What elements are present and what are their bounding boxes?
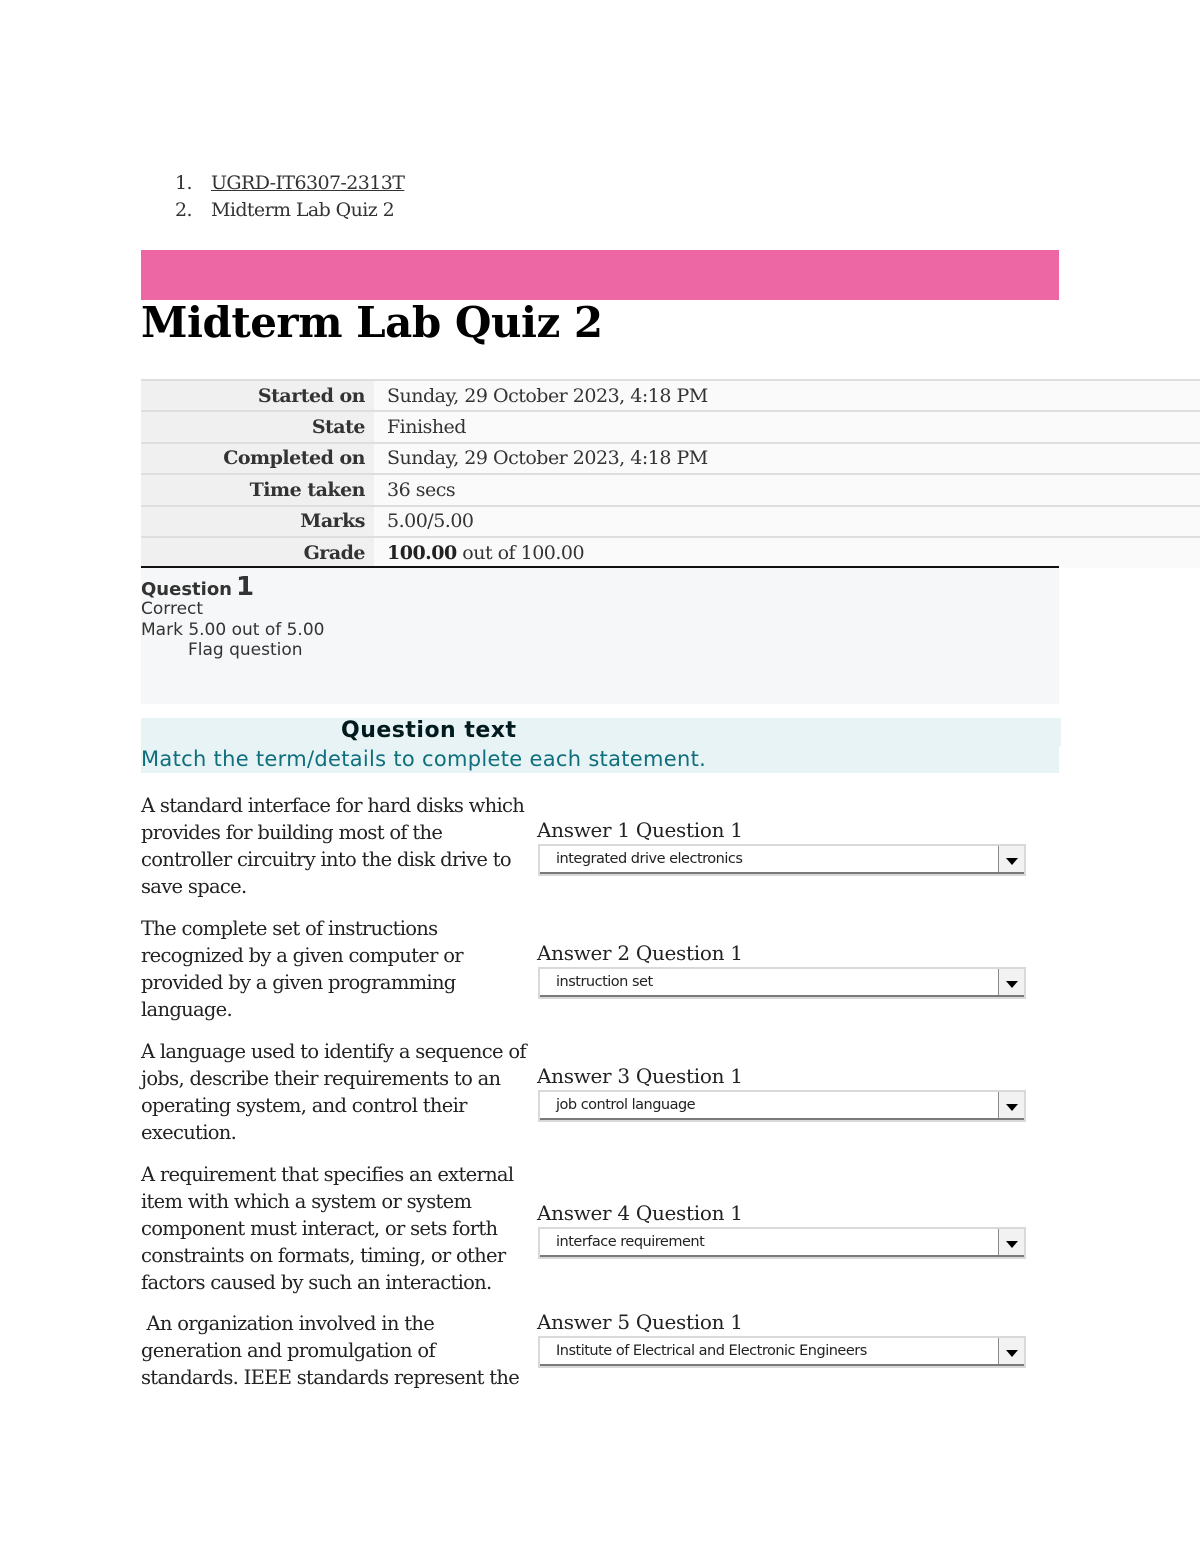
answer-label: Answer 5 Question 1 [537,1310,743,1334]
summary-label: Grade [141,537,374,568]
summary-value: 36 secs [374,474,1200,505]
attempt-summary-table [141,379,1200,568]
match-statement: A standard interface for hard disks which provides for building most of the controller circuitry into the disk drive to save space. [141,794,525,898]
breadcrumb [141,170,404,224]
summary-row-time-taken [141,474,1200,505]
summary-label: Time taken [141,474,374,505]
grade-total: out of 100.00 [462,542,585,565]
selected-value: integrated drive electronics [556,851,743,867]
breadcrumb-number: 1. [175,172,192,194]
question-label: Question [141,579,232,600]
match-statement: A requirement that specifies an external item with which a system or system component must interact, or sets forth constraints on formats, timing, or other factors caused by such an interaction. [141,1163,514,1294]
question-text-box [141,718,1059,773]
chevron-down-icon[interactable] [998,846,1024,874]
summary-label: Marks [141,506,374,537]
match-statement: An organization involved in the generation and promulgation of standards. IEEE standards represent the [141,1312,520,1389]
answer-label: Answer 4 Question 1 [537,1201,743,1225]
chevron-down-icon[interactable] [998,1229,1024,1257]
answer-label: Answer 1 Question 1 [537,818,743,842]
selected-value: interface requirement [556,1234,705,1250]
question-grade: Mark 5.00 out of 5.00 [141,620,325,640]
summary-value: Sunday, 29 October 2023, 4:18 PM [374,443,1200,474]
breadcrumb-number: 2. [175,199,192,221]
selected-value: instruction set [556,974,653,990]
question-state: Correct [141,599,204,619]
breadcrumb-item-quiz [141,197,404,224]
summary-label: State [141,411,374,442]
answer-label: Answer 3 Question 1 [537,1064,743,1088]
question-text-heading: Question text [341,718,517,743]
page-title: Midterm Lab Quiz 2 [141,298,603,347]
breadcrumb-current: Midterm Lab Quiz 2 [211,199,395,221]
breadcrumb-link-course[interactable]: UGRD-IT6307-2313T [211,172,405,194]
question-number-value: 1 [236,572,255,602]
chevron-down-icon[interactable] [998,1338,1024,1366]
match-statement: A language used to identify a sequence of jobs, describe their requirements to an operating system, and control their execution. [141,1040,526,1144]
summary-row-completed [141,443,1200,474]
match-statement: The complete set of instructions recognized by a given computer or provided by a given programming language. [141,917,463,1021]
summary-row-state [141,411,1200,442]
summary-row-grade [141,537,1200,568]
summary-value: Sunday, 29 October 2023, 4:18 PM [374,380,1200,411]
summary-value: 5.00/5.00 [374,506,1200,537]
flag-question-link[interactable]: Flag question [188,640,303,660]
summary-row-started [141,380,1200,411]
summary-label: Started on [141,380,374,411]
summary-value: Finished [374,411,1200,442]
answer-select-2[interactable] [538,967,1026,999]
chevron-down-icon[interactable] [998,1092,1024,1120]
answer-label: Answer 2 Question 1 [537,941,743,965]
question-info [141,568,1059,704]
breadcrumb-item-course [141,170,404,197]
header-banner [141,250,1059,300]
summary-label: Completed on [141,443,374,474]
selected-value: job control language [556,1097,696,1113]
answer-select-4[interactable] [538,1227,1026,1259]
summary-value [374,537,1200,568]
answer-select-3[interactable] [538,1090,1026,1122]
grade-score: 100.00 [387,542,457,565]
answer-select-1[interactable] [538,844,1026,876]
answer-select-5[interactable] [538,1336,1026,1368]
question-number [141,572,254,602]
selected-value: Institute of Electrical and Electronic Engineers [556,1343,867,1359]
chevron-down-icon[interactable] [998,969,1024,997]
question-prompt: Match the term/details to complete each statement. [141,747,707,771]
summary-row-marks [141,506,1200,537]
